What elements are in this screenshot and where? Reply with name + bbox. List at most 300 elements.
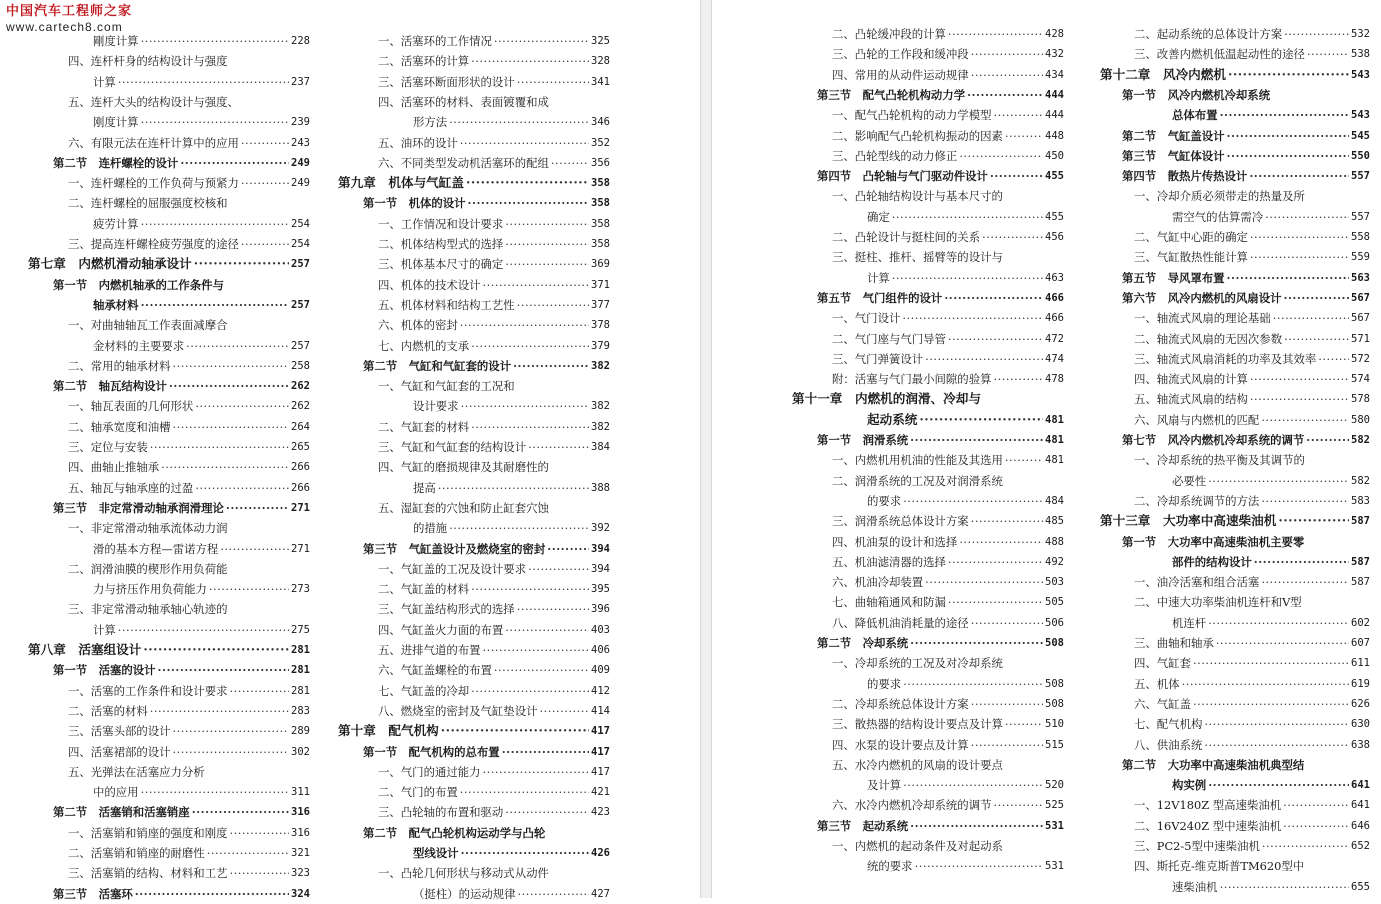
toc-entry-title: 滑的基本方程—雷诺方程 (93, 541, 219, 556)
toc-page-number: 619 (1351, 677, 1370, 690)
leader-dots (959, 146, 1043, 166)
toc-entry (1100, 410, 1370, 430)
leader-dots (194, 254, 289, 274)
toc-entry (792, 450, 1064, 470)
leader-dots (1227, 268, 1350, 288)
toc-entry (28, 681, 310, 701)
leader-dots (910, 816, 1043, 836)
toc-page-number: 485 (1045, 515, 1064, 528)
leader-dots (1204, 735, 1349, 755)
leader-dots (1265, 207, 1349, 227)
leader-dots (1182, 674, 1349, 694)
toc-entry-title: 第十三章 大功率中高速柴油机 (1100, 513, 1277, 529)
toc-page-number: 580 (1351, 413, 1370, 426)
toc-section (338, 742, 610, 762)
toc-entry-title: 第二节 活塞销和活塞销座 (53, 805, 190, 820)
toc-section (1100, 105, 1370, 125)
toc-entry (1100, 572, 1370, 592)
toc-entry (28, 823, 310, 843)
toc-page-number: 444 (1045, 88, 1064, 101)
leader-dots (471, 681, 589, 701)
toc-entry-title: 第五节 导风罩布置 (1122, 270, 1225, 285)
leader-dots (466, 173, 589, 193)
toc-page-number: 403 (591, 623, 610, 636)
toc-page-number: 559 (1351, 251, 1370, 264)
leader-dots (971, 44, 1043, 64)
leader-dots (1254, 552, 1349, 572)
toc-entry (338, 254, 610, 274)
toc-page-number: 228 (291, 35, 310, 47)
leader-dots (505, 214, 589, 234)
toc-page-number: 281 (291, 664, 310, 677)
toc-page-number: 316 (291, 806, 310, 819)
leader-dots (220, 539, 289, 559)
toc-entry-title: 四、机油泵的设计和选择 (832, 534, 958, 549)
toc-page-number: 543 (1351, 68, 1370, 81)
leader-dots (461, 396, 589, 416)
toc-page-number: 455 (1045, 210, 1064, 223)
toc-entry (1100, 491, 1370, 511)
toc-page-number: 417 (591, 765, 610, 778)
toc-entry-title: 第九章 机体与气缸盖 (338, 175, 464, 191)
toc-entry-title: 第一节 润滑系统 (817, 433, 909, 447)
toc-entry-title: 第四节 散热片传热设计 (1122, 169, 1248, 184)
toc-entry (338, 214, 610, 234)
toc-entry (792, 329, 1064, 349)
toc-entry-title: 四、气缸套 (1134, 656, 1191, 671)
leader-dots (528, 437, 589, 457)
toc-entry-title: 三、活塞头部的设计 (68, 724, 171, 739)
toc-entry-title: 三、活塞销的结构、材料和工艺 (68, 866, 228, 881)
leader-dots (993, 369, 1043, 389)
watermark-title: 中国汽车工程师之家 (6, 4, 133, 19)
toc-entry-title: 四、常用的从动件运动规律 (832, 67, 969, 82)
toc-page-number: 254 (291, 217, 310, 230)
toc-entry-title: 三、凸轮的工作段和缓冲段 (832, 47, 969, 62)
toc-entry (792, 146, 1064, 166)
toc-entry-title: 一、凸轮轴结构设计与基本尺寸的 (832, 189, 1003, 204)
toc-entry-title: 计算 (93, 622, 116, 637)
toc-section (1100, 288, 1370, 308)
leader-dots (903, 491, 1043, 511)
toc-entry-title: 一、活塞的工作条件和设计要求 (68, 683, 228, 698)
toc-entry (1100, 450, 1370, 470)
toc-entry-title: 四、水泵的设计要点及计算 (832, 737, 969, 752)
toc-entry-title: 四、连杆杆身的结构设计与强度 (68, 54, 228, 69)
toc-entry (28, 437, 310, 457)
toc-page-number: 281 (291, 644, 310, 656)
toc-entry-title: 第七节 风冷内燃机冷却系统的调节 (1122, 433, 1305, 447)
toc-entry-title: 一、内燃机用机油的性能及其选用 (832, 453, 1003, 468)
toc-entry-title: 五、机体材料和结构工艺性 (378, 297, 515, 312)
toc-entry-title: 六、有限元法在连杆计算中的应用 (68, 135, 239, 150)
toc-entry (338, 417, 610, 437)
toc-entry (338, 640, 610, 660)
toc-page-number: 394 (591, 562, 610, 575)
toc-entry-title: 第一节 大功率中高速柴油机主要零 (1122, 534, 1305, 549)
toc-page-number: 346 (591, 116, 610, 129)
toc-page-number: 563 (1351, 271, 1370, 284)
toc-section (792, 166, 1064, 186)
toc-page-number: 474 (1045, 352, 1064, 365)
leader-dots (460, 782, 589, 802)
toc-entry-title: 轴承材料 (93, 297, 139, 312)
leader-dots (1227, 146, 1350, 166)
toc-entry (338, 336, 610, 356)
toc-page-number: 323 (291, 867, 310, 880)
toc-entry-title: 第十章 配气机构 (338, 723, 439, 739)
toc-entry (1100, 836, 1370, 856)
toc-entry-title: 三、PC2-5型中速柴油机 (1134, 839, 1260, 853)
toc-entry (28, 112, 310, 132)
toc-entry-title: 第一节 配气机构的总布置 (363, 744, 500, 759)
toc-entry (338, 234, 610, 254)
toc-section (792, 816, 1064, 836)
leader-dots (229, 681, 289, 701)
leader-dots (1306, 430, 1349, 450)
toc-entry-title: 第二节 连杆螺栓的设计 (53, 155, 179, 170)
toc-entry (1100, 329, 1370, 349)
toc-entry-title: 统的要求 (867, 859, 913, 874)
toc-entry (28, 863, 310, 883)
toc-entry (792, 836, 1064, 856)
toc-page-number: 481 (1045, 434, 1064, 446)
toc-entry (792, 856, 1064, 876)
leader-dots (971, 735, 1043, 755)
toc-entry (338, 884, 610, 904)
toc-entry (28, 234, 310, 254)
leader-dots (143, 640, 289, 660)
leader-dots (948, 24, 1043, 44)
toc-entry (1100, 653, 1370, 673)
toc-page-number: 417 (591, 745, 610, 758)
leader-dots (494, 31, 589, 51)
leader-dots (471, 336, 589, 356)
leader-dots (449, 112, 589, 132)
leader-dots (925, 349, 1043, 369)
toc-entry (792, 491, 1064, 511)
toc-page-number: 481 (1045, 454, 1064, 467)
toc-entry-title: 的措施 (413, 521, 448, 536)
toc-entry (338, 579, 610, 599)
toc-entry (1100, 592, 1370, 612)
toc-entry-title: 第三节 活塞环 (53, 886, 133, 901)
toc-entry-title: 四、曲轴止推轴承 (68, 460, 160, 475)
toc-entry (338, 315, 610, 335)
leader-dots (1307, 44, 1349, 64)
toc-entry (28, 92, 310, 112)
toc-entry-title: 中的应用 (93, 785, 139, 800)
toc-page-number: 472 (1045, 332, 1064, 345)
toc-entry-title: 三、润滑系统总体设计方案 (832, 514, 969, 529)
leader-dots (993, 105, 1043, 125)
toc-page-number: 481 (1045, 413, 1064, 426)
toc-page-number: 358 (591, 217, 610, 230)
leader-dots (173, 356, 290, 376)
toc-section (28, 153, 310, 173)
leader-dots (1005, 126, 1043, 146)
leader-dots (915, 856, 1043, 876)
leader-dots (1250, 227, 1349, 247)
toc-entry (338, 72, 610, 92)
toc-entry-title: 一、气缸盖的工况及设计要求 (378, 561, 527, 576)
toc-page-number: 587 (1351, 555, 1370, 568)
leader-dots (1250, 247, 1349, 267)
toc-entry (792, 24, 1064, 44)
toc-page-number: 257 (291, 339, 310, 352)
toc-entry-title: 二、活塞的材料 (68, 703, 148, 718)
toc-page-number: 392 (591, 522, 610, 535)
toc-page-number: 388 (591, 481, 610, 494)
toc-page-number: 273 (291, 583, 310, 596)
leader-dots (910, 633, 1043, 653)
toc-entry-title: 速柴油机 (1172, 879, 1218, 894)
toc-page-number: 324 (291, 887, 310, 900)
leader-dots (1005, 714, 1043, 734)
toc-entry (792, 532, 1064, 552)
toc-entry-title: 三、非定常滑动轴承轴心轨迹的 (68, 602, 228, 617)
toc-entry-title: 一、凸轮几何形状与移动式从动件 (378, 866, 549, 881)
toc-entry (792, 613, 1064, 633)
toc-entry-title: 二、轴流式风扇的无因次参数 (1134, 331, 1283, 346)
leader-dots (903, 775, 1043, 795)
toc-page-number: 257 (291, 298, 310, 311)
toc-page-number: 271 (291, 501, 310, 514)
leader-dots (118, 620, 289, 640)
toc-entry (1100, 44, 1370, 64)
toc-entry (338, 437, 610, 457)
leader-dots (1228, 65, 1349, 85)
toc-entry-title: 确定 (867, 209, 890, 224)
toc-page-number: 266 (291, 461, 310, 474)
toc-entry-title: 四、斯托克-维克斯普TM620型中 (1134, 859, 1305, 874)
toc-page-number: 492 (1045, 555, 1064, 568)
toc-entry-title: 七、配气机构 (1134, 717, 1203, 732)
leader-dots (180, 153, 289, 173)
toc-entry-title: 八、燃烧室的密封及气缸垫设计 (378, 703, 538, 718)
toc-entry (28, 356, 310, 376)
toc-page-number: 254 (291, 238, 310, 250)
toc-entry (28, 701, 310, 721)
toc-entry (792, 471, 1064, 491)
toc-entry (1100, 795, 1370, 815)
toc-entry (28, 782, 310, 802)
toc-page-number: 352 (591, 136, 610, 149)
leader-dots (241, 173, 289, 193)
toc-section (338, 356, 610, 376)
leader-dots (1208, 775, 1349, 795)
toc-page-number: 257 (291, 258, 310, 271)
toc-page-number: 520 (1045, 779, 1064, 792)
toc-entry-title: 二、冷却系统调节的方法 (1134, 493, 1260, 508)
toc-chapter (1100, 511, 1370, 531)
toc-page-number: 531 (1045, 819, 1064, 832)
toc-page-number: 378 (591, 319, 610, 332)
toc-section (338, 539, 610, 559)
toc-entry (28, 193, 310, 213)
leader-dots (169, 376, 289, 396)
leader-dots (229, 863, 289, 883)
leader-dots (1318, 349, 1349, 369)
toc-entry-title: 构实例 (1172, 778, 1207, 793)
toc-entry (792, 694, 1064, 714)
toc-entry-title: 一、冷却系统的工况及对冷却系统 (832, 656, 1003, 671)
toc-page-number: 538 (1351, 48, 1370, 61)
toc-entry (1100, 369, 1370, 389)
toc-entry-title: 第二节 轴瓦结构设计 (53, 379, 167, 394)
toc-entry-title: 五、光弹法在活塞应力分析 (68, 764, 205, 779)
toc-page-number: 506 (1045, 616, 1064, 629)
toc-page-number: 455 (1045, 170, 1064, 183)
leader-dots (1204, 714, 1349, 734)
leader-dots (948, 552, 1043, 572)
leader-dots (505, 234, 589, 254)
toc-page-number: 550 (1351, 149, 1370, 162)
toc-page-number: 427 (591, 887, 610, 900)
leader-dots (1220, 877, 1349, 897)
toc-page-number: 264 (291, 420, 310, 433)
toc-entry (792, 572, 1064, 592)
toc-entry-title: 第三节 起动系统 (817, 818, 909, 833)
toc-entry-title: 三、挺柱、推杆、摇臂等的设计与 (832, 250, 1003, 265)
toc-entry (792, 369, 1064, 389)
toc-page-number: 358 (591, 238, 610, 250)
toc-entry-title: 一、12V180Z 型高速柴油机 (1134, 798, 1282, 813)
toc-section (28, 884, 310, 904)
toc-entry (28, 599, 310, 619)
toc-entry-title: 二、影响配气凸轮机构振动的因素 (832, 128, 1003, 143)
toc-entry-title: 第二节 冷却系统 (817, 636, 909, 650)
toc-page-number: 382 (591, 420, 610, 433)
toc-page-number: 630 (1351, 718, 1370, 731)
toc-entry-title: 五、轴瓦与轴承座的过盈 (68, 480, 194, 495)
toc-page-number: 488 (1045, 535, 1064, 548)
toc-entry (792, 755, 1064, 775)
leader-dots (141, 782, 289, 802)
toc-entry-title: 型线设计 (413, 846, 459, 860)
toc-chapter (792, 389, 1064, 409)
leader-dots (483, 762, 590, 782)
toc-entry (338, 51, 610, 71)
toc-entry (1100, 247, 1370, 267)
toc-section (1100, 166, 1370, 186)
toc-entry-title: 第三节 配气凸轮机构动力学 (817, 87, 966, 102)
leader-dots (195, 396, 289, 416)
toc-entry-title: 四、气缸的磨损规律及其耐磨性的 (378, 460, 549, 475)
leader-dots (118, 72, 289, 92)
leader-dots (150, 437, 289, 457)
toc-entry (28, 214, 310, 234)
toc-entry-title: 二、活塞环的计算 (378, 54, 470, 69)
toc-entry-title: 第二节 气缸盖设计 (1122, 128, 1225, 143)
toc-section (792, 85, 1064, 105)
toc-page-number: 384 (591, 441, 610, 453)
toc-entry (28, 133, 310, 153)
toc-entry (1100, 694, 1370, 714)
toc-entry (792, 44, 1064, 64)
toc-entry-title: 二、气缸盖的材料 (378, 582, 470, 597)
toc-entry (28, 457, 310, 477)
toc-section (1100, 430, 1370, 450)
toc-entry-title: 力与挤压作用负荷能力 (93, 582, 207, 597)
toc-entry-title: 形方法 (413, 115, 448, 130)
leader-dots (892, 207, 1043, 227)
leader-dots (141, 112, 289, 132)
toc-page-number: 641 (1351, 799, 1370, 812)
toc-page-number: 243 (291, 136, 310, 149)
toc-page-number: 409 (591, 664, 610, 677)
toc-entry (338, 660, 610, 680)
toc-entry-title: 七、曲轴箱通风和防漏 (832, 595, 946, 610)
toc-entry-title: 二、冷却系统总体设计方案 (832, 696, 969, 711)
toc-entry (792, 735, 1064, 755)
toc-entry-title: 六、气缸盖 (1134, 696, 1191, 711)
toc-column (338, 31, 610, 904)
toc-page-number: 466 (1045, 291, 1064, 304)
toc-page-number: 652 (1351, 840, 1370, 852)
toc-entry-title: 第二节 配气凸轮机构运动学与凸轮 (363, 825, 546, 840)
toc-section (28, 376, 310, 396)
toc-section (338, 823, 610, 843)
toc-entry-title: 机连杆 (1172, 615, 1207, 630)
toc-entry-title: 一、活塞环的工作情况 (378, 34, 492, 48)
toc-entry (28, 518, 310, 538)
toc-entry (338, 457, 610, 477)
toc-page-number: 239 (291, 116, 310, 129)
toc-section (1100, 532, 1370, 552)
toc-page-number: 508 (1045, 697, 1064, 710)
toc-page-number: 379 (591, 339, 610, 352)
toc-entry (1100, 349, 1370, 369)
toc-entry-title: 疲劳计算 (93, 216, 139, 231)
leader-dots (173, 721, 290, 741)
toc-entry-title: 一、非定常滑动轴承流体动力润 (68, 521, 228, 536)
toc-entry-title: 三、机体基本尺寸的确定 (378, 257, 504, 272)
leader-dots (1273, 308, 1349, 328)
toc-entry-title: 二、润滑系统的工况及对润滑系统 (832, 473, 1003, 488)
toc-entry-title: 一、冷却介质必须带走的热量及所 (1134, 189, 1305, 204)
toc-page-number: 508 (1045, 677, 1064, 690)
toc-entry (1100, 227, 1370, 247)
toc-entry (28, 396, 310, 416)
toc-entry-title: 二、润滑油膜的楔形作用负荷能 (68, 561, 228, 576)
toc-page-number: 444 (1045, 109, 1064, 122)
toc-entry (1100, 816, 1370, 836)
toc-entry-title: 第二节 气缸和气缸套的设计 (363, 358, 512, 373)
leader-dots (993, 795, 1043, 815)
toc-entry-title: 五、机油滤清器的选择 (832, 554, 946, 569)
toc-page-number: 567 (1351, 291, 1370, 304)
toc-page-number: 543 (1351, 109, 1370, 122)
toc-entry-title: 总体布置 (1172, 108, 1218, 123)
watermark-logo (6, 4, 136, 34)
toc-entry-title: 三、凸轮轴的布置和驱动 (378, 805, 504, 820)
leader-dots (1216, 633, 1349, 653)
toc-page-number: 426 (591, 847, 610, 859)
toc-entry (1100, 674, 1370, 694)
toc-entry-title: 四、机体的技术设计 (378, 277, 481, 292)
leader-dots (441, 721, 589, 741)
toc-entry-title: 第一节 风冷内燃机冷却系统 (1122, 87, 1271, 102)
toc-entry-title: 第四节 凸轮轴与气门驱动件设计 (817, 169, 988, 184)
toc-entry (792, 227, 1064, 247)
leader-dots (1283, 288, 1349, 308)
toc-entry (338, 863, 610, 883)
watermark-site: www.cartech8.com (6, 20, 123, 34)
toc-page-number: 545 (1351, 129, 1370, 142)
toc-entry-title: 计算 (867, 270, 890, 285)
toc-entry-title: 三、气缸和气缸套的结构设计 (378, 440, 527, 454)
